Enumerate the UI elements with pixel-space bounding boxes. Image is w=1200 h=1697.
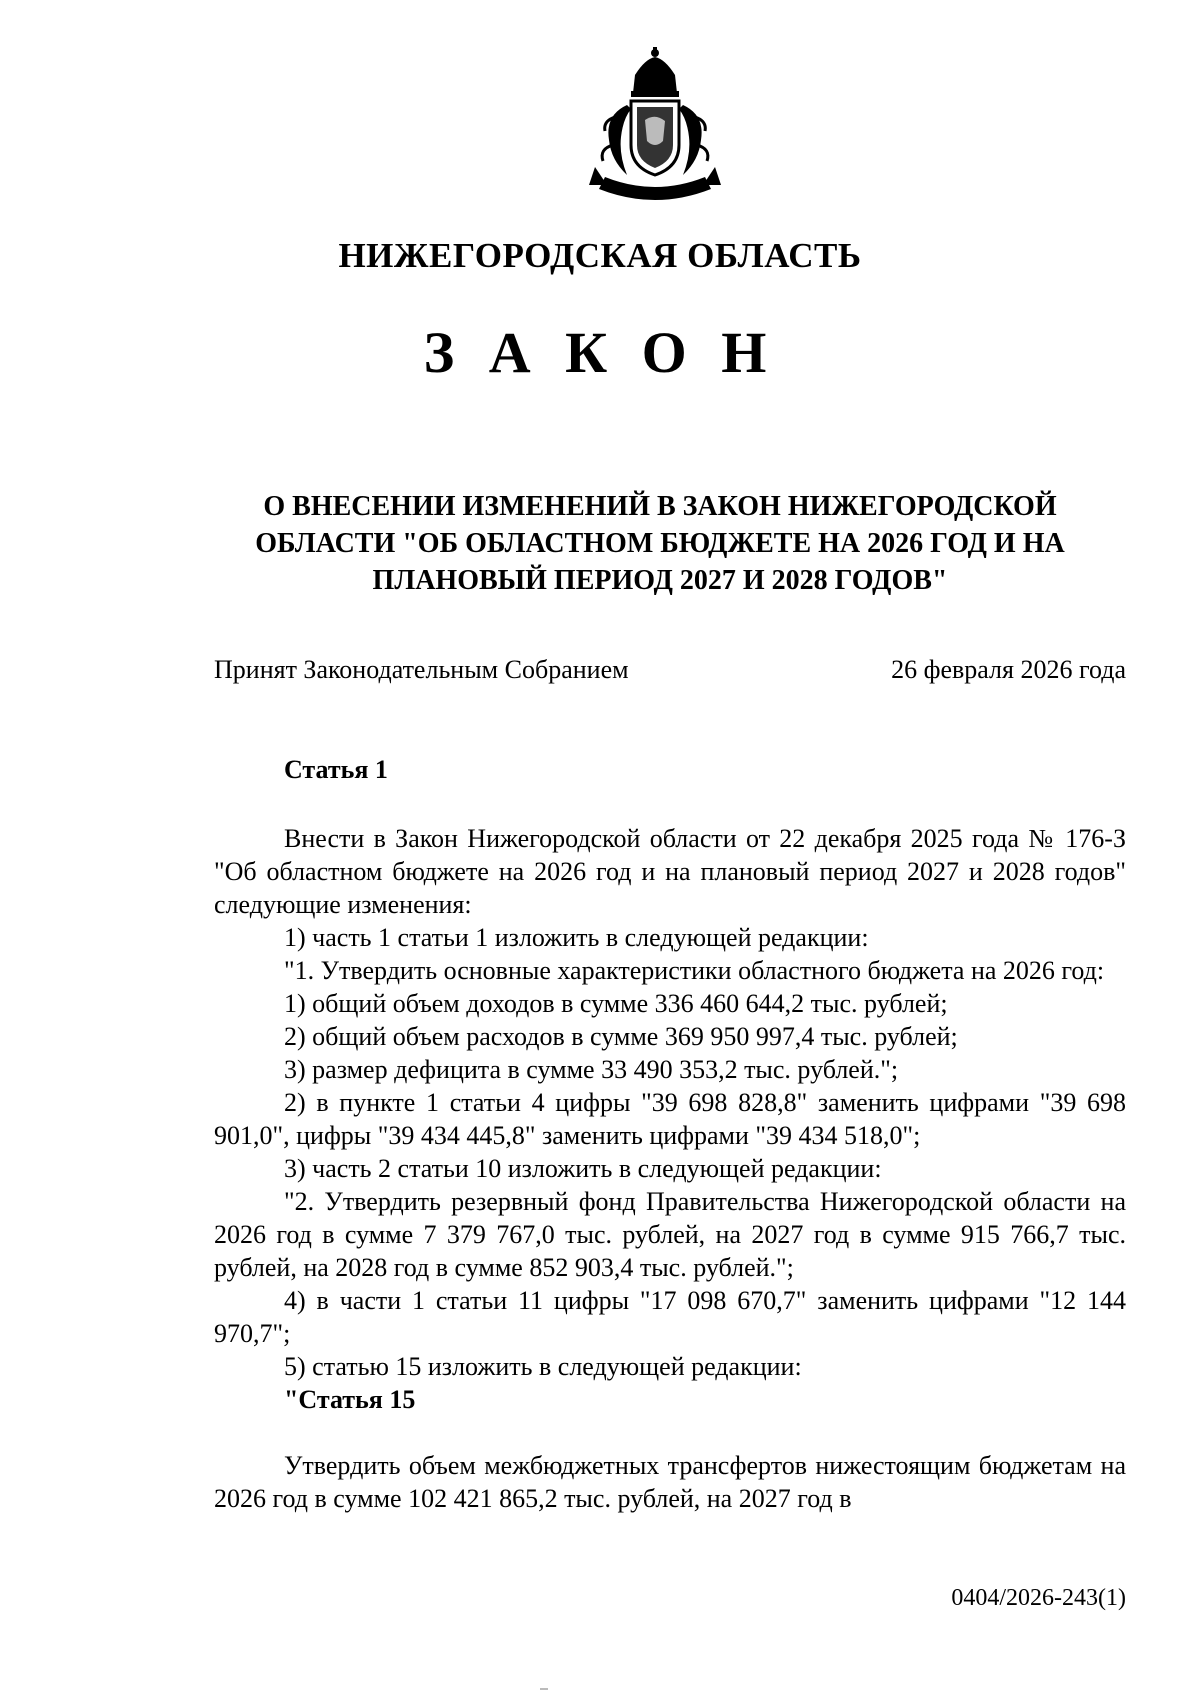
paragraph: 3) часть 2 статьи 10 изложить в следующей редакции: [284,1154,882,1183]
adoption-line [214,655,1126,685]
paragraph: 5) статью 15 изложить в следующей редакции: [284,1352,802,1381]
paragraph: 1) общий объем доходов в сумме 336 460 644,2 тыс. рублей; [284,989,948,1018]
document-type: З А К О Н [423,320,777,385]
law-title-line: ПЛАНОВЫЙ ПЕРИОД 2027 И 2028 ГОДОВ" [372,565,948,596]
coat-of-arms-icon [575,45,735,210]
article-1-heading: Статья 1 [284,755,388,784]
paragraph: 3) размер дефицита в сумме 33 490 353,2 тыс. рублей."; [284,1055,899,1084]
paragraph: Внести в Закон Нижегородской области от 22 декабря 2025 года № 176-З "Об областном бюджете на 2026 год и на плановый период 2027 и 2028 годов" следующие изменения: [214,824,1126,919]
paragraph: "2. Утвердить резервный фонд Правительства Нижегородской области на 2026 год в сумме 7 379 767,0 тыс. рублей, на 2027 год в сумме 915 766,7 тыс. рублей, на 2028 год в сумме 852 903,4 тыс. рублей."; [214,1187,1126,1282]
region-name: НИЖЕГОРОДСКАЯ ОБЛАСТЬ [338,236,862,275]
law-title [240,488,1080,599]
paragraph: 2) в пункте 1 статьи 4 цифры "39 698 828,8" заменить цифрами "39 698 901,0", цифры "39 434 445,8" заменить цифрами "39 434 518,0"; [214,1088,1126,1150]
paragraph: 4) в части 1 статьи 11 цифры "17 098 670,7" заменить цифрами "12 144 970,7"; [214,1286,1126,1348]
article-15-heading: "Статья 15 [284,1385,416,1414]
document-number: 0404/2026-243(1) [951,1585,1126,1611]
scan-mark [540,1688,548,1690]
article-1-body [214,822,1126,1515]
law-title-line: О ВНЕСЕНИИ ИЗМЕНЕНИЙ В ЗАКОН НИЖЕГОРОДСКОЙ [263,491,1057,522]
paragraph: 1) часть 1 статьи 1 изложить в следующей редакции: [284,923,869,952]
law-title-line: ОБЛАСТИ "ОБ ОБЛАСТНОМ БЮДЖЕТЕ НА 2026 ГОД И НА [255,528,1065,559]
paragraph: 2) общий объем расходов в сумме 369 950 997,4 тыс. рублей; [284,1022,958,1051]
paragraph: "1. Утвердить основные характеристики областного бюджета на 2026 год: [284,956,1105,985]
adoption-text: Принят Законодательным Собранием [214,655,629,684]
paragraph: Утвердить объем межбюджетных трансфертов нижестоящим бюджетам на 2026 год в сумме 102 421 865,2 тыс. рублей, на 2027 год в [214,1451,1126,1513]
adoption-date: 26 февраля 2026 года [891,655,1126,684]
